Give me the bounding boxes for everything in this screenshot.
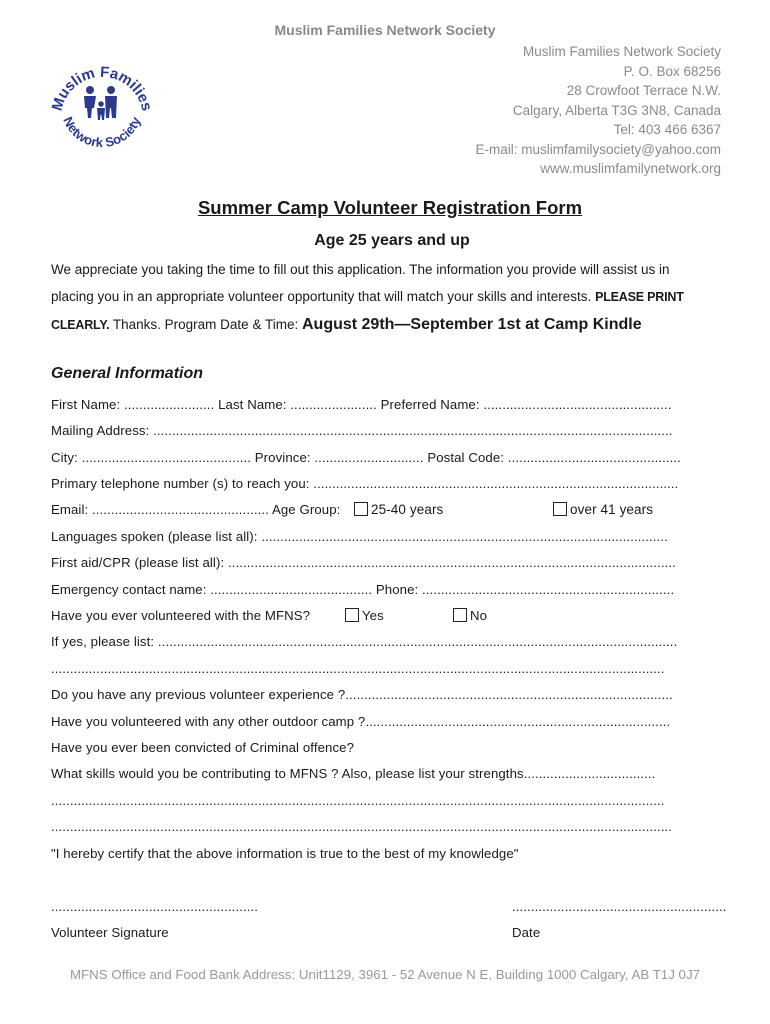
address-line: Tel: 403 466 6367	[613, 122, 721, 137]
outdoor-camp-line[interactable]: Have you volunteered with any other outdoor camp ?.................................................................................	[51, 714, 671, 729]
family-figures-icon	[84, 86, 117, 120]
phone-line[interactable]: Primary telephone number (s) to reach you: .................................................................................................	[51, 476, 679, 491]
if-yes-line[interactable]: If yes, please list: ..........................................................................................................................................	[51, 634, 678, 649]
age-option-25-40[interactable]	[354, 502, 443, 517]
form-title: Summer Camp Volunteer Registration Form	[197, 197, 583, 218]
address-line: 28 Crowfoot Terrace N.W.	[566, 83, 721, 98]
signature-field[interactable]: .......................................................	[51, 899, 259, 914]
intro-line-3	[51, 316, 642, 334]
checkbox-yes[interactable]	[345, 608, 359, 622]
signature-label: Volunteer Signature	[51, 925, 169, 940]
no-label: No	[470, 608, 488, 623]
checkbox-no[interactable]	[453, 608, 467, 622]
languages-line[interactable]: Languages spoken (please list all): ............................................................................................................	[51, 529, 668, 544]
logo-text-bottom: Network Society	[60, 114, 144, 151]
skills-line[interactable]: What skills would you be contributing to MFNS ? Also, please list your strengths...................................	[51, 766, 656, 781]
blank-line[interactable]: .....................................................................................................................................................................	[51, 819, 673, 834]
checkbox-25-40[interactable]	[354, 502, 368, 516]
website-line: www.muslimfamilynetwork.org	[540, 161, 721, 176]
yes-label: Yes	[362, 608, 384, 623]
intro-line-1: We appreciate you taking the time to fill out this application. The information you provide will assist us in	[51, 262, 670, 277]
city-province-postal-line[interactable]: City: ............................................. Province: ............................. Postal Code: ..............................................	[51, 450, 681, 465]
org-title: Muslim Families Network Society	[274, 22, 496, 38]
email-agegroup-line	[51, 502, 340, 517]
checkbox-over-41[interactable]	[553, 502, 567, 516]
volunteered-no[interactable]	[453, 608, 487, 623]
org-address-block	[475, 42, 721, 179]
certification-statement: "I hereby certify that the above information is true to the best of my knowledge"	[51, 846, 519, 861]
volunteered-yes[interactable]	[345, 608, 384, 623]
logo-text-top: Muslim Families	[48, 63, 156, 113]
blank-line[interactable]: ...................................................................................................................................................................	[51, 661, 665, 676]
age-option-label: 25-40 years	[371, 502, 444, 517]
date-field[interactable]: .........................................................	[512, 899, 727, 914]
previous-experience-line[interactable]: Do you have any previous volunteer experience ?.......................................................................................	[51, 687, 673, 702]
please-print-text: PLEASE PRINT	[595, 290, 684, 304]
email-field[interactable]: Email: ............................................... Age Group:	[51, 502, 341, 517]
date-label: Date	[512, 925, 541, 940]
email-line: E-mail: muslimfamilysociety@yahoo.com	[475, 141, 721, 157]
first-aid-line[interactable]: First aid/CPR (please list all): .......................................................................................................................	[51, 555, 676, 570]
form-subtitle: Age 25 years and up	[314, 232, 470, 249]
address-line: P. O. Box 68256	[623, 63, 721, 79]
blank-line[interactable]: ...................................................................................................................................................................	[51, 793, 665, 808]
address-line: Muslim Families Network Society	[522, 44, 721, 59]
address-line: Calgary, Alberta T3G 3N8, Canada	[512, 102, 721, 118]
clearly-text: CLEARLY.	[51, 318, 110, 332]
mailing-address-line[interactable]: Mailing Address: ..........................................................................................................................................	[51, 423, 673, 438]
org-logo	[47, 56, 157, 156]
program-dates: August 29th—September 1st at Camp Kindle	[301, 316, 642, 333]
age-option-label: over 41 years	[570, 502, 654, 517]
criminal-offence-question: Have you ever been convicted of Criminal offence?	[51, 740, 355, 755]
emergency-contact-line[interactable]: Emergency contact name: ........................................... Phone: ...................................................................	[51, 582, 675, 597]
age-option-over-41[interactable]	[553, 502, 653, 517]
section-title: General Information	[51, 365, 204, 382]
intro-text: placing you in an appropriate volunteer opportunity that will match your skills and interests.	[51, 289, 592, 304]
intro-line-2	[51, 289, 684, 304]
name-fields-line[interactable]: First Name: ........................ Last Name: ....................... Preferred Name: ..................................................	[51, 397, 672, 412]
footer-address: MFNS Office and Food Bank Address: Unit1129, 3961 - 52 Avenue N E, Building 1000 Calgary, AB T1J 0J7	[69, 967, 700, 982]
volunteered-question: Have you ever volunteered with the MFNS?	[51, 608, 311, 623]
program-date-label: Thanks. Program Date & Time:	[112, 317, 299, 332]
